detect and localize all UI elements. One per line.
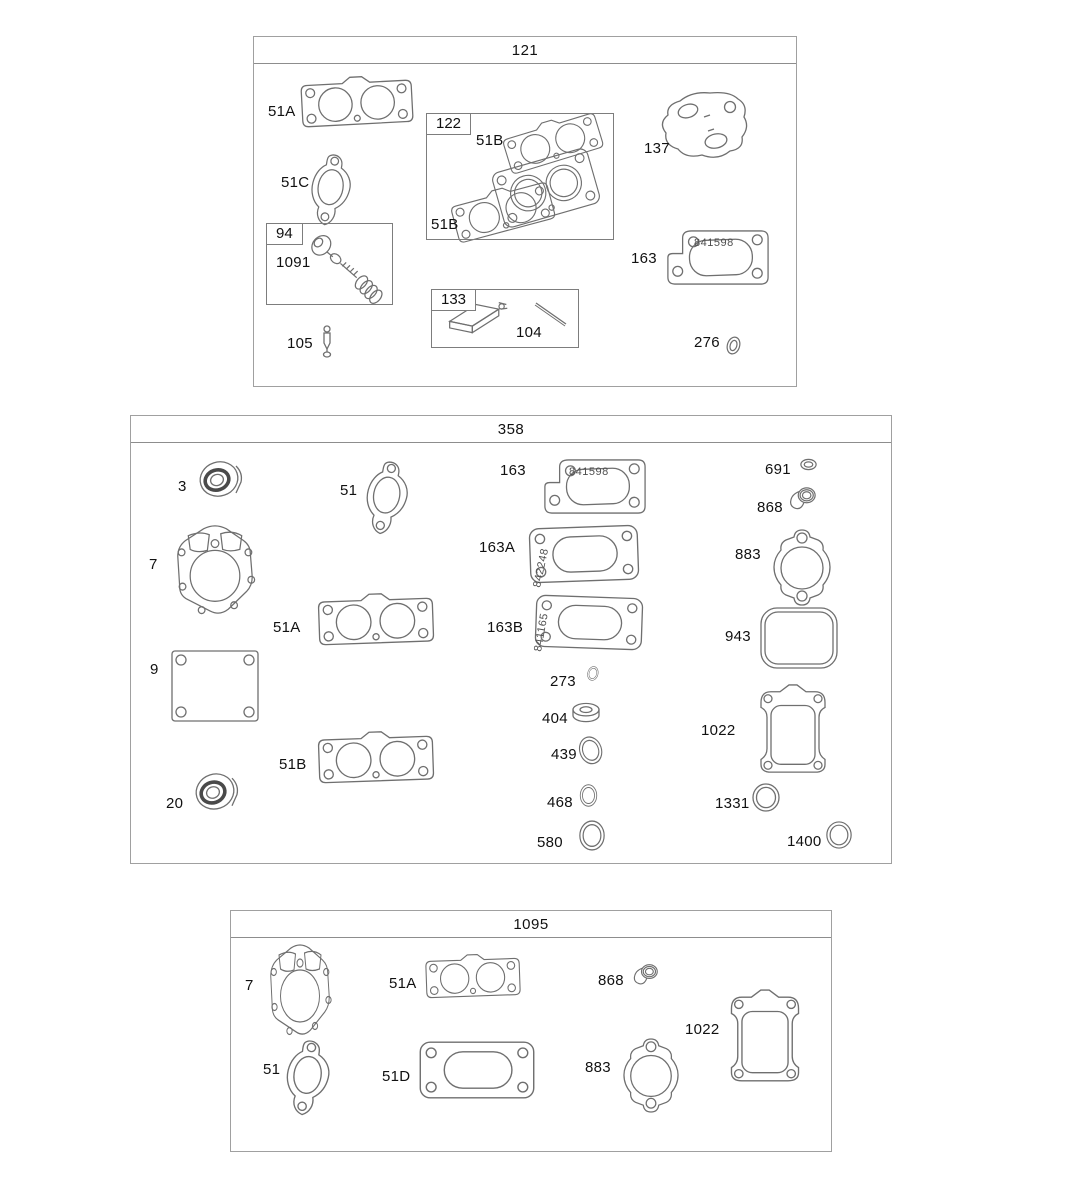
group-1095-title-text: 1095 (513, 915, 549, 933)
callout-51b-upper: 51B (476, 132, 504, 149)
callout-163: 163 (500, 462, 526, 479)
callout-51a: 51A (273, 619, 301, 636)
group-358-art (131, 416, 891, 863)
gasket-943-drawing (761, 608, 837, 668)
gasket-51d-drawing (420, 1042, 533, 1098)
callout-51a: 51A (389, 975, 417, 992)
seal-691-drawing (801, 459, 816, 469)
callout-137: 137 (644, 140, 670, 157)
grommet-404-drawing (573, 703, 599, 721)
callout-883: 883 (735, 546, 761, 563)
callout-51a: 51A (268, 103, 296, 120)
callout-943: 943 (725, 628, 751, 645)
gasket-883-drawing (774, 530, 830, 605)
callout-104: 104 (516, 324, 542, 341)
subgroup-box-133 (431, 289, 579, 348)
callout-868: 868 (598, 972, 624, 989)
callout-468: 468 (547, 794, 573, 811)
callout-163: 163 (631, 250, 657, 267)
callout-1331: 1331 (715, 795, 750, 812)
gasket-51a-drawing (318, 592, 434, 645)
plug-868-drawing (634, 965, 657, 984)
gasket-51a-drawing (426, 953, 521, 998)
valve-cover-gasket-1022-drawing (731, 990, 798, 1081)
callout-51d: 51D (382, 1068, 411, 1085)
subgroup-122-tag: 122 (427, 114, 471, 135)
head-gasket-7-drawing (178, 526, 255, 614)
oring-1331-drawing (753, 784, 779, 811)
part-stamp-163: 841598 (694, 237, 734, 249)
oil-seal-20-drawing (192, 769, 239, 814)
callout-7: 7 (245, 977, 254, 994)
callout-868: 868 (757, 499, 783, 516)
oring-468-drawing (580, 785, 596, 806)
gasket-51-drawing (361, 459, 412, 537)
callout-51: 51 (340, 482, 358, 499)
valve-cover-gasket-1022-drawing (761, 685, 825, 772)
group-box-1095 (230, 910, 832, 1152)
group-358-title-text: 358 (497, 420, 525, 438)
group-box-121 (253, 36, 797, 387)
oring-439-drawing (576, 734, 605, 766)
group-121-title-text: 121 (511, 41, 539, 59)
callout-163a: 163A (479, 539, 516, 556)
needle-105-drawing (324, 326, 331, 357)
callout-7: 7 (149, 556, 158, 573)
group-box-358 (130, 415, 892, 864)
callout-105: 105 (287, 335, 313, 352)
callout-404: 404 (542, 710, 568, 727)
callout-51b-lower: 51B (431, 216, 459, 233)
callout-20: 20 (166, 795, 184, 812)
callout-1022: 1022 (685, 1021, 720, 1038)
part-stamp-163a: 842248 (531, 547, 552, 589)
callout-273: 273 (550, 673, 576, 690)
callout-1400: 1400 (787, 833, 822, 850)
gasket-51b-drawing (318, 730, 434, 783)
gasket-51a-drawing (301, 74, 413, 127)
subgroup-133-tag: 133 (432, 290, 476, 311)
callout-1091: 1091 (276, 254, 311, 271)
callout-691: 691 (765, 461, 791, 478)
callout-51c: 51C (281, 174, 310, 191)
part-stamp-163b: 841165 (532, 612, 551, 653)
callout-9: 9 (150, 661, 159, 678)
gasket-883-drawing (624, 1039, 678, 1112)
oil-seal-3-drawing (196, 457, 243, 501)
callout-883: 883 (585, 1059, 611, 1076)
callout-1022: 1022 (701, 722, 736, 739)
callout-276: 276 (694, 334, 720, 351)
group-1095-art (231, 911, 831, 1151)
gasket-51c-drawing (307, 152, 355, 227)
gasket-9-drawing (172, 651, 258, 721)
subgroup-94-tag: 94 (267, 224, 303, 245)
gasket-137-drawing (662, 93, 746, 158)
callout-51b: 51B (279, 756, 307, 773)
callout-51: 51 (263, 1061, 281, 1078)
gasket-163b-drawing (535, 595, 643, 650)
callout-439: 439 (551, 746, 577, 763)
oring-580-drawing (580, 821, 604, 850)
seal-276-drawing (725, 335, 742, 355)
part-stamp-163: 841598 (569, 466, 609, 478)
oring-273-drawing (586, 665, 600, 681)
gasket-51-drawing (282, 1038, 333, 1117)
oring-1400-drawing (827, 822, 851, 848)
plug-868-drawing (791, 488, 816, 509)
callout-580: 580 (537, 834, 563, 851)
head-gasket-7-drawing (271, 945, 331, 1035)
callout-3: 3 (178, 478, 187, 495)
callout-163b: 163B (487, 619, 524, 636)
